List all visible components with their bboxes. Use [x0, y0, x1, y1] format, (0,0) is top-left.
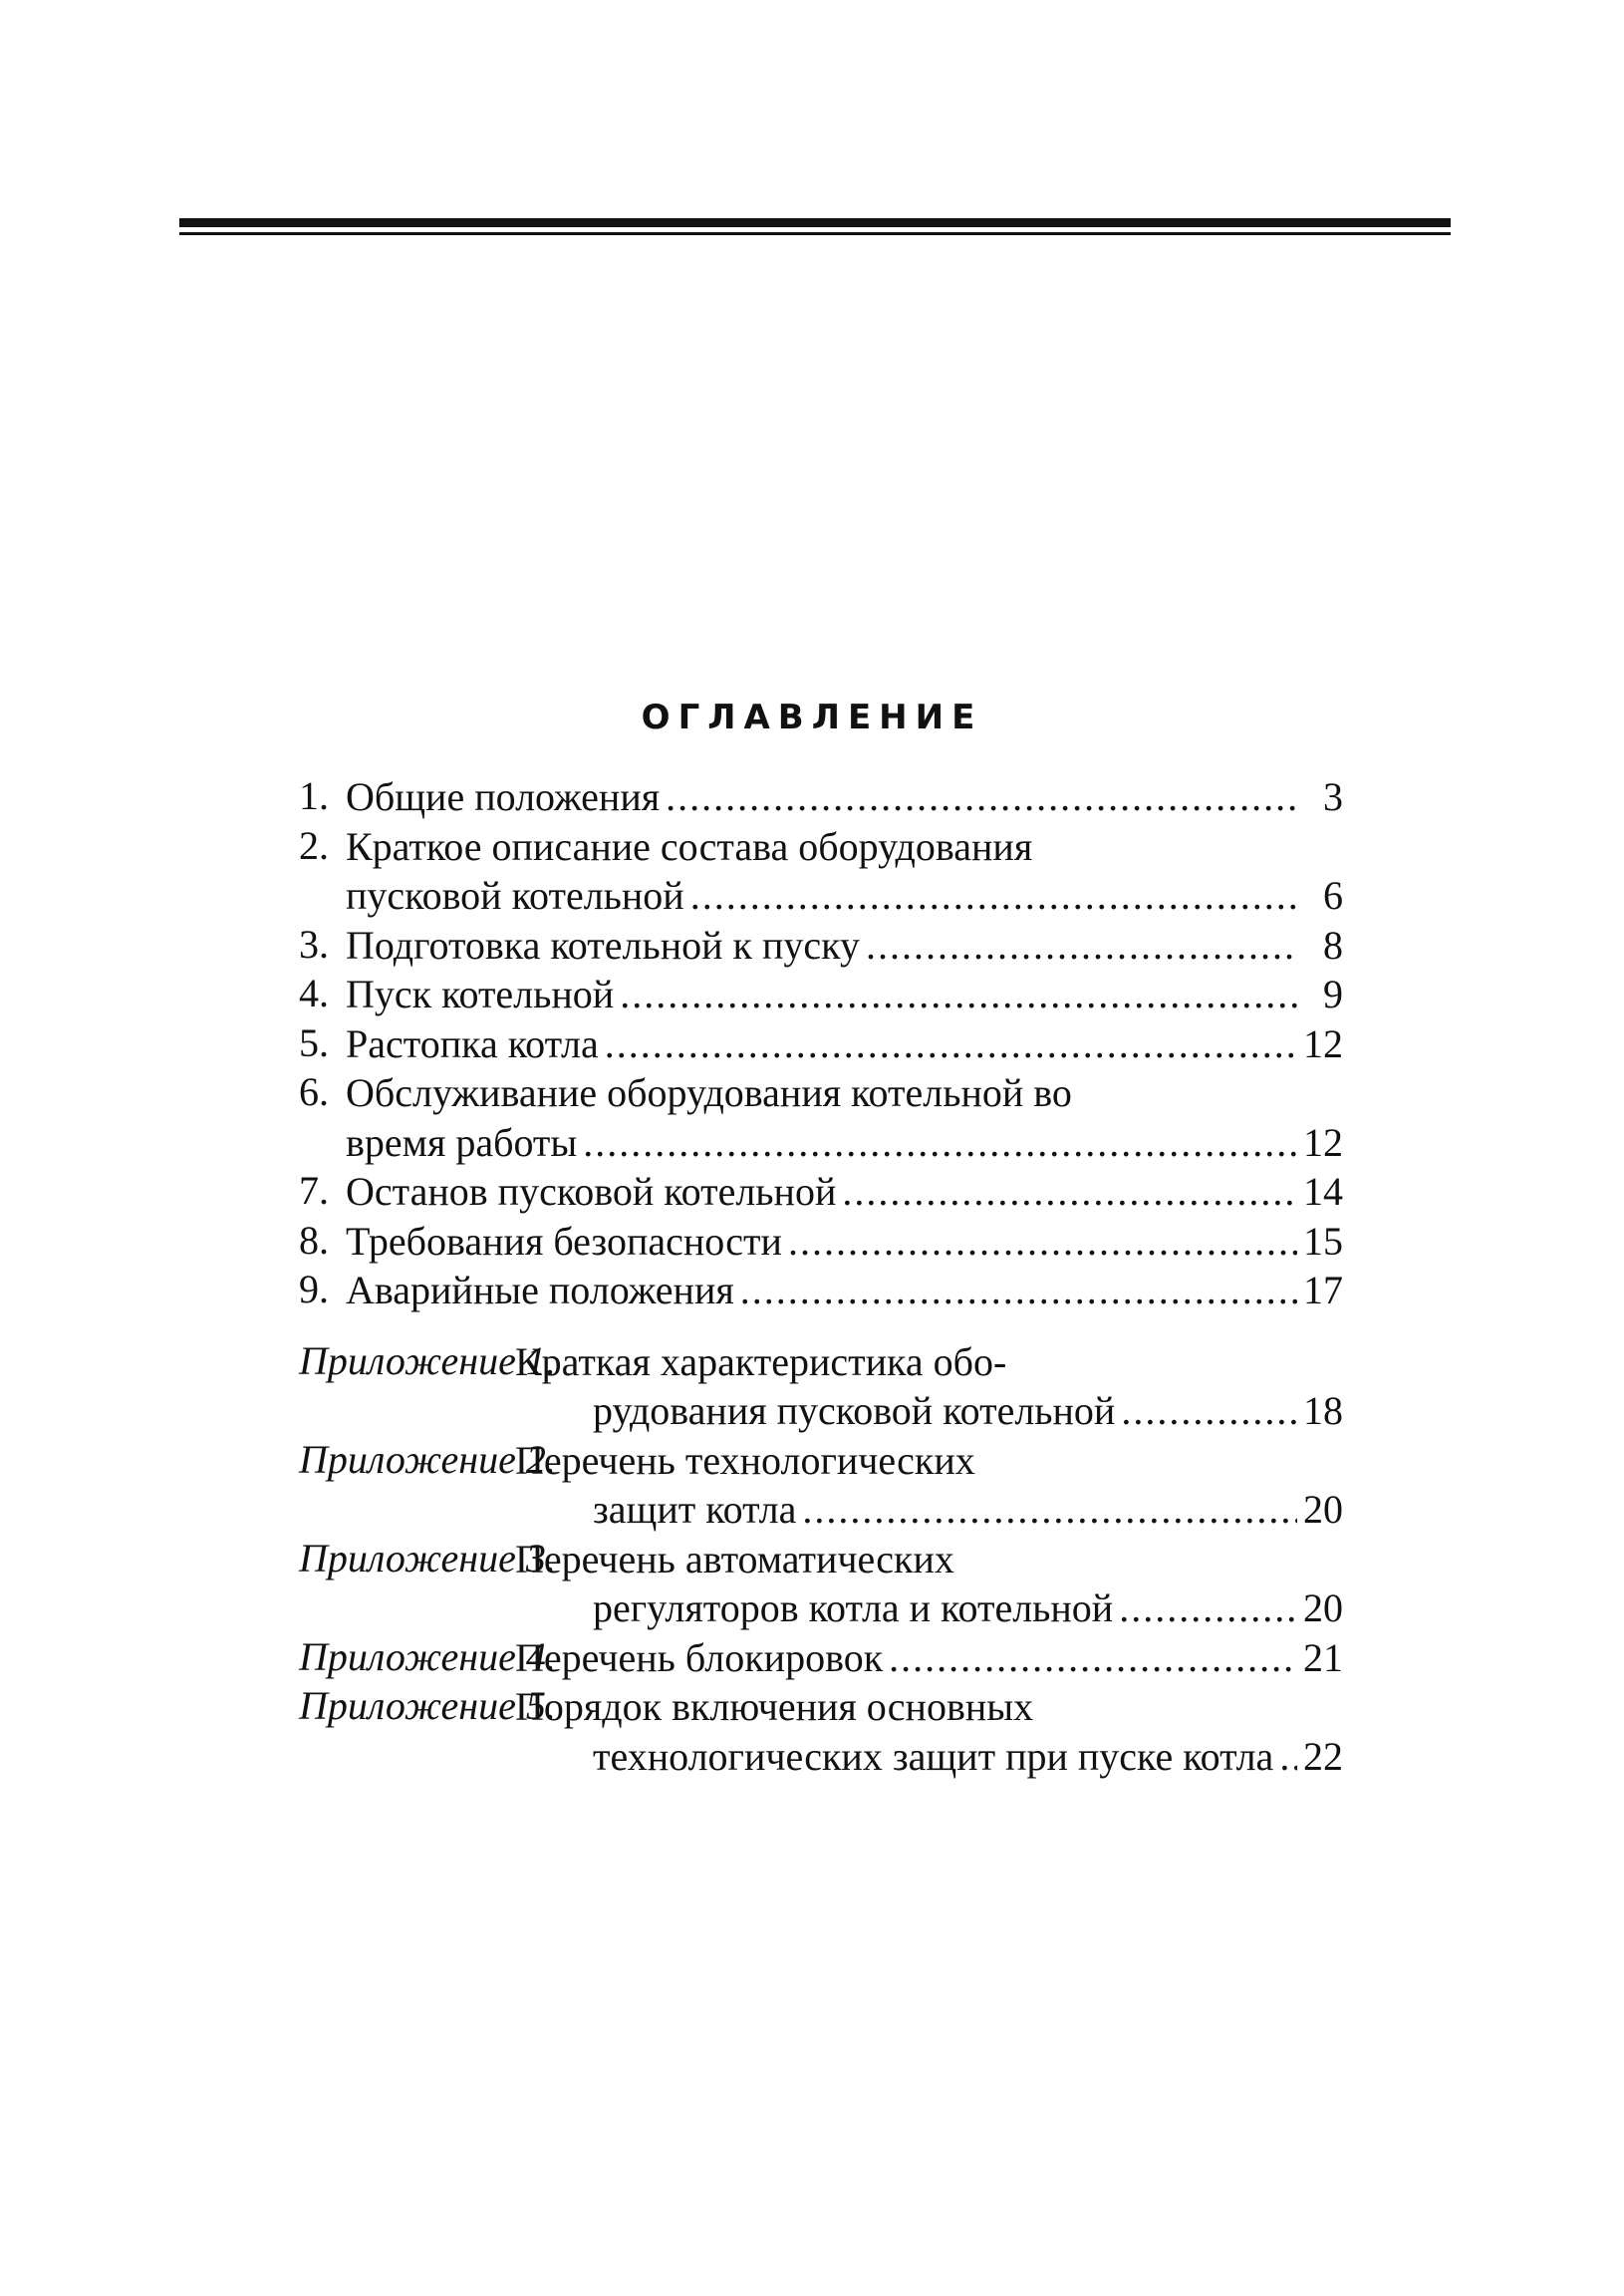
page-number: 20: [1303, 1585, 1343, 1630]
page-number: 15: [1303, 1218, 1343, 1264]
header-rule-thick: [179, 218, 1451, 227]
section-number: 6.: [299, 1069, 329, 1114]
appendix-label: Приложение 2.: [299, 1436, 556, 1482]
appendix-label: Приложение 4.: [299, 1633, 556, 1679]
toc-entry-section-3[interactable]: [299, 921, 1343, 971]
appendix-label: Приложение 5.: [299, 1683, 556, 1728]
dot-leader: [620, 970, 1297, 1019]
page-number: 6: [1323, 873, 1343, 918]
section-number: 2.: [299, 822, 329, 868]
toc-entry-section-9[interactable]: [299, 1266, 1343, 1315]
section-number: 4.: [299, 971, 329, 1015]
dot-leader: [889, 1633, 1297, 1683]
section-title: Аварийные положения: [346, 1268, 734, 1312]
dot-leader: [1119, 1583, 1297, 1633]
page-number: 9: [1323, 972, 1343, 1016]
section-title-continued: пусковой котельной: [346, 873, 684, 918]
appendix-title: Перечень технологических: [515, 1437, 975, 1483]
dot-leader: [866, 921, 1297, 971]
toc-entry-section-8[interactable]: [299, 1217, 1343, 1267]
section-number: 5.: [299, 1019, 329, 1065]
page-number: 20: [1303, 1487, 1343, 1532]
dot-leader: [605, 1019, 1297, 1069]
section-title: Растопка котла: [346, 1020, 599, 1066]
dot-leader: [690, 871, 1297, 921]
toc-title: ОГЛАВЛЕНИЕ: [641, 698, 983, 737]
section-title-continued: время работы: [346, 1119, 578, 1165]
page-number: 3: [1323, 774, 1343, 819]
page-number: 8: [1323, 922, 1343, 968]
toc-entry-appendix-1[interactable]: [299, 1337, 1343, 1436]
toc-entry-section-6[interactable]: [299, 1068, 1343, 1167]
section-number: 3.: [299, 921, 329, 967]
dot-leader: [740, 1266, 1297, 1315]
appendix-label: Приложение 3.: [299, 1535, 556, 1580]
toc-entry-appendix-3[interactable]: [299, 1535, 1343, 1633]
table-of-contents: [299, 772, 1343, 1781]
appendix-title: Краткая характеристика обо-: [515, 1338, 1007, 1384]
header-rule-thin: [179, 232, 1451, 235]
dot-leader: [802, 1485, 1297, 1535]
appendix-title-continued: защит котла: [593, 1487, 797, 1532]
section-title: Общие положения: [346, 774, 661, 819]
toc-entry-appendix-4[interactable]: [299, 1633, 1343, 1683]
dot-leader: [1121, 1386, 1297, 1436]
section-number: 1.: [299, 773, 329, 818]
appendix-title: Порядок включения основных: [515, 1684, 1034, 1729]
appendix-title-continued: технологических защит при пуске котла: [593, 1733, 1274, 1779]
section-number: 7.: [299, 1168, 329, 1213]
section-title: Останов пусковой котельной: [346, 1169, 837, 1214]
page-number: 14: [1303, 1169, 1343, 1214]
dot-leader: [1279, 1732, 1297, 1782]
page-number: 21: [1303, 1634, 1343, 1680]
toc-entry-appendix-5[interactable]: [299, 1682, 1343, 1781]
dot-leader: [788, 1217, 1297, 1267]
appendix-title: Перечень блокировок: [515, 1634, 884, 1680]
toc-entry-section-4[interactable]: [299, 970, 1343, 1019]
page-number: 12: [1303, 1020, 1343, 1066]
dot-leader: [583, 1118, 1297, 1168]
page-number: 12: [1303, 1119, 1343, 1165]
toc-entry-section-2[interactable]: [299, 822, 1343, 921]
section-title: Пуск котельной: [346, 972, 615, 1016]
section-title: Подготовка котельной к пуску: [346, 922, 860, 968]
toc-entry-appendix-2[interactable]: [299, 1436, 1343, 1535]
section-number: 8.: [299, 1217, 329, 1263]
section-title: Требования безопасности: [346, 1218, 782, 1264]
page-number: 17: [1303, 1268, 1343, 1312]
appendix-title: Перечень автоматических: [515, 1536, 954, 1581]
appendix-label: Приложение 1.: [299, 1337, 556, 1383]
section-title: Краткое описание состава оборудования: [346, 823, 1033, 869]
section-number: 9.: [299, 1267, 329, 1311]
toc-entry-section-7[interactable]: [299, 1167, 1343, 1217]
toc-entry-section-5[interactable]: [299, 1019, 1343, 1069]
page-number: 18: [1303, 1388, 1343, 1433]
toc-entry-section-1[interactable]: [299, 772, 1343, 822]
dot-leader: [666, 772, 1297, 822]
page-number: 22: [1303, 1733, 1343, 1779]
section-title: Обслуживание оборудования котельной во: [346, 1070, 1072, 1115]
appendix-title-continued: регуляторов котла и котельной: [593, 1585, 1114, 1630]
dot-leader: [842, 1167, 1297, 1217]
appendix-title-continued: рудования пусковой котельной: [593, 1388, 1116, 1433]
